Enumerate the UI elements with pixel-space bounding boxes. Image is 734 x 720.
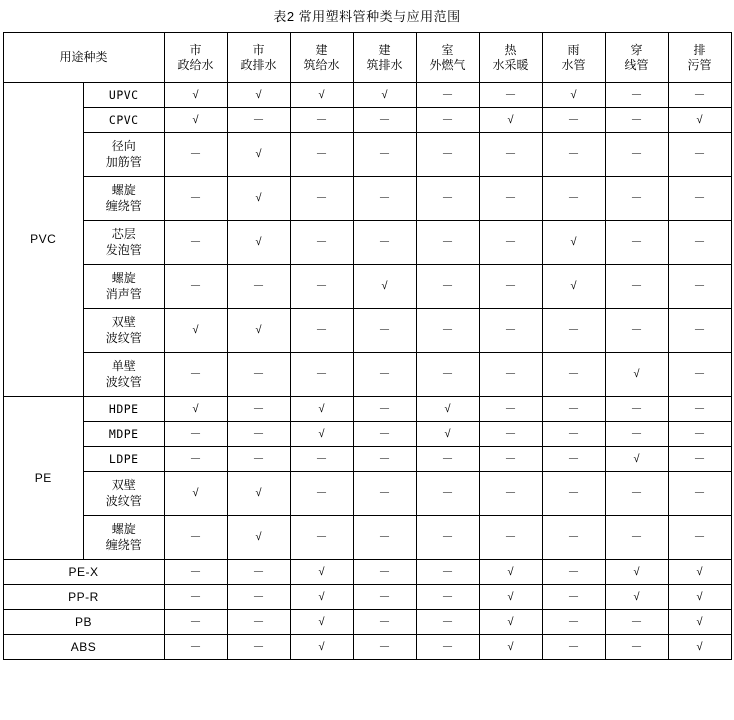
- row-label: PE-X: [3, 560, 164, 585]
- cell-mark: √: [164, 309, 227, 353]
- cell-mark: －: [605, 635, 668, 660]
- cell-mark: －: [290, 221, 353, 265]
- row-label: [84, 422, 165, 447]
- cell-mark: √: [227, 221, 290, 265]
- cell-mark: －: [416, 177, 479, 221]
- cell-mark: √: [416, 422, 479, 447]
- column-header-line1: 穿: [630, 42, 643, 57]
- cell-mark: －: [164, 610, 227, 635]
- row-label-line1: LDPE: [108, 451, 139, 466]
- cell-mark: √: [479, 610, 542, 635]
- cell-mark: －: [605, 472, 668, 516]
- cell-mark: －: [164, 635, 227, 660]
- cell-mark: －: [416, 221, 479, 265]
- cell-mark: √: [290, 83, 353, 108]
- row-label-line1: MDPE: [108, 426, 139, 441]
- row-label-line1: 径向: [111, 138, 136, 153]
- cell-mark: －: [416, 560, 479, 585]
- row-label-line1: CPVC: [108, 112, 139, 127]
- cell-mark: －: [605, 516, 668, 560]
- row-label-line2: 消声管: [105, 286, 142, 301]
- table-row: [3, 516, 731, 560]
- cell-mark: －: [542, 353, 605, 397]
- row-label: [84, 472, 165, 516]
- cell-mark: －: [668, 422, 731, 447]
- cell-mark: －: [164, 221, 227, 265]
- cell-mark: －: [668, 309, 731, 353]
- cell-mark: －: [605, 309, 668, 353]
- row-label-line2: 发泡管: [105, 242, 142, 257]
- table-row: [3, 397, 731, 422]
- column-header-line1: 建: [315, 42, 328, 57]
- cell-mark: √: [290, 635, 353, 660]
- row-label: [84, 108, 165, 133]
- cell-mark: －: [353, 133, 416, 177]
- cell-mark: －: [605, 422, 668, 447]
- row-label: PP-R: [3, 585, 164, 610]
- cell-mark: －: [605, 133, 668, 177]
- cell-mark: －: [353, 610, 416, 635]
- row-label-line2: 缠绕管: [105, 537, 142, 552]
- row-label: [84, 447, 165, 472]
- cell-mark: －: [605, 610, 668, 635]
- table-row: [3, 447, 731, 472]
- column-header-cell: [290, 33, 353, 83]
- cell-mark: －: [353, 447, 416, 472]
- cell-mark: －: [416, 353, 479, 397]
- column-header-cell: [542, 33, 605, 83]
- table-header-row: [3, 33, 731, 83]
- cell-mark: －: [353, 397, 416, 422]
- cell-mark: －: [290, 309, 353, 353]
- row-label-line1: 螺旋: [111, 521, 136, 536]
- table-row: [3, 265, 731, 309]
- cell-mark: －: [542, 447, 605, 472]
- cell-mark: √: [227, 472, 290, 516]
- table-row: [3, 472, 731, 516]
- column-header-line2: 政给水: [177, 57, 214, 72]
- cell-mark: －: [353, 309, 416, 353]
- cell-mark: －: [353, 472, 416, 516]
- row-label-line2: 波纹管: [105, 374, 142, 389]
- cell-mark: －: [164, 353, 227, 397]
- cell-mark: －: [479, 221, 542, 265]
- cell-mark: －: [416, 108, 479, 133]
- row-label-line1: 双壁: [111, 477, 136, 492]
- cell-mark: －: [353, 353, 416, 397]
- cell-mark: －: [353, 108, 416, 133]
- cell-mark: √: [290, 397, 353, 422]
- column-header-line2: 筑排水: [366, 57, 403, 72]
- cell-mark: √: [164, 108, 227, 133]
- row-label-line1: 双壁: [111, 314, 136, 329]
- cell-mark: －: [416, 516, 479, 560]
- cell-mark: √: [668, 610, 731, 635]
- row-label-line1: 芯层: [111, 226, 136, 241]
- group-label-pe: PE: [3, 397, 84, 560]
- cell-mark: √: [542, 265, 605, 309]
- table-row: [3, 221, 731, 265]
- plastic-pipe-table: [3, 32, 732, 660]
- table-row: [3, 309, 731, 353]
- row-label-line2: 波纹管: [105, 330, 142, 345]
- column-header-cell: [605, 33, 668, 83]
- row-label-line1: 螺旋: [111, 182, 136, 197]
- cell-mark: －: [290, 447, 353, 472]
- cell-mark: －: [416, 133, 479, 177]
- cell-mark: √: [290, 560, 353, 585]
- cell-mark: －: [164, 422, 227, 447]
- cell-mark: √: [227, 309, 290, 353]
- row-label-line1: UPVC: [108, 87, 139, 102]
- cell-mark: －: [416, 447, 479, 472]
- cell-mark: －: [479, 133, 542, 177]
- cell-mark: －: [605, 221, 668, 265]
- row-label: [84, 353, 165, 397]
- row-label-line2: 波纹管: [105, 493, 142, 508]
- table-row: [3, 610, 731, 635]
- cell-mark: √: [479, 108, 542, 133]
- column-header-line2: 线管: [624, 57, 649, 72]
- cell-mark: －: [290, 265, 353, 309]
- row-label: [84, 265, 165, 309]
- cell-mark: －: [416, 635, 479, 660]
- cell-mark: －: [479, 516, 542, 560]
- cell-mark: －: [479, 397, 542, 422]
- row-label: [84, 516, 165, 560]
- cell-mark: －: [542, 516, 605, 560]
- cell-mark: －: [479, 265, 542, 309]
- column-header-cell: [416, 33, 479, 83]
- cell-mark: －: [227, 422, 290, 447]
- column-header-line2: 水管: [561, 57, 586, 72]
- cell-mark: －: [605, 177, 668, 221]
- cell-mark: √: [605, 447, 668, 472]
- cell-mark: －: [227, 447, 290, 472]
- column-header-line1: 雨: [567, 42, 580, 57]
- cell-mark: －: [353, 422, 416, 447]
- cell-mark: √: [290, 422, 353, 447]
- cell-mark: －: [164, 516, 227, 560]
- cell-mark: －: [668, 177, 731, 221]
- cell-mark: √: [542, 221, 605, 265]
- cell-mark: －: [164, 177, 227, 221]
- row-label: [84, 133, 165, 177]
- cell-mark: －: [227, 353, 290, 397]
- cell-mark: －: [668, 397, 731, 422]
- column-header-cell: [479, 33, 542, 83]
- cell-mark: √: [479, 585, 542, 610]
- cell-mark: －: [227, 585, 290, 610]
- cell-mark: √: [416, 397, 479, 422]
- cell-mark: －: [479, 177, 542, 221]
- table-row: [3, 560, 731, 585]
- cell-mark: －: [479, 472, 542, 516]
- cell-mark: －: [605, 108, 668, 133]
- cell-mark: －: [479, 422, 542, 447]
- row-label: PB: [3, 610, 164, 635]
- cell-mark: √: [479, 560, 542, 585]
- cell-mark: －: [353, 585, 416, 610]
- cell-mark: －: [542, 635, 605, 660]
- table-row: [3, 635, 731, 660]
- row-label: ABS: [3, 635, 164, 660]
- cell-mark: －: [542, 177, 605, 221]
- cell-mark: √: [227, 133, 290, 177]
- cell-mark: √: [668, 560, 731, 585]
- header-category-label: 用途种类: [3, 33, 164, 83]
- row-label-line2: 加筋管: [105, 154, 142, 169]
- cell-mark: －: [479, 353, 542, 397]
- row-label: [84, 309, 165, 353]
- column-header-cell: [668, 33, 731, 83]
- column-header-cell: [164, 33, 227, 83]
- cell-mark: √: [227, 177, 290, 221]
- row-label-line2: 缠绕管: [105, 198, 142, 213]
- cell-mark: －: [605, 265, 668, 309]
- cell-mark: －: [542, 422, 605, 447]
- table-row: [3, 177, 731, 221]
- group-label-pvc: PVC: [3, 83, 84, 397]
- row-label-line1: HDPE: [108, 401, 139, 416]
- row-label: [84, 221, 165, 265]
- cell-mark: √: [605, 353, 668, 397]
- cell-mark: －: [668, 265, 731, 309]
- cell-mark: －: [227, 397, 290, 422]
- cell-mark: －: [227, 108, 290, 133]
- cell-mark: －: [479, 447, 542, 472]
- table-row: [3, 83, 731, 108]
- cell-mark: －: [668, 516, 731, 560]
- cell-mark: －: [668, 133, 731, 177]
- table-caption: 表2 常用塑料管种类与应用范围: [273, 9, 461, 24]
- cell-mark: －: [605, 83, 668, 108]
- cell-mark: －: [605, 397, 668, 422]
- cell-mark: －: [290, 353, 353, 397]
- cell-mark: －: [668, 221, 731, 265]
- column-header-cell: [227, 33, 290, 83]
- cell-mark: －: [416, 309, 479, 353]
- table-row: [3, 585, 731, 610]
- cell-mark: －: [164, 585, 227, 610]
- cell-mark: －: [542, 309, 605, 353]
- cell-mark: －: [353, 516, 416, 560]
- cell-mark: －: [227, 265, 290, 309]
- cell-mark: －: [542, 610, 605, 635]
- cell-mark: －: [668, 447, 731, 472]
- column-header-line2: 水采暖: [492, 57, 529, 72]
- column-header-line2: 政排水: [240, 57, 277, 72]
- cell-mark: －: [164, 447, 227, 472]
- cell-mark: －: [353, 635, 416, 660]
- cell-mark: －: [290, 177, 353, 221]
- cell-mark: －: [227, 560, 290, 585]
- cell-mark: －: [353, 560, 416, 585]
- column-header-line1: 热: [504, 42, 517, 57]
- cell-mark: －: [668, 83, 731, 108]
- cell-mark: √: [290, 610, 353, 635]
- cell-mark: √: [605, 585, 668, 610]
- cell-mark: √: [668, 108, 731, 133]
- column-header-cell: [353, 33, 416, 83]
- table-row: [3, 422, 731, 447]
- cell-mark: －: [542, 472, 605, 516]
- cell-mark: －: [227, 635, 290, 660]
- cell-mark: －: [479, 309, 542, 353]
- column-header-line2: 外燃气: [429, 57, 466, 72]
- cell-mark: －: [542, 108, 605, 133]
- table-row: [3, 133, 731, 177]
- cell-mark: √: [227, 83, 290, 108]
- cell-mark: －: [416, 585, 479, 610]
- row-label: [84, 177, 165, 221]
- row-label-line1: 螺旋: [111, 270, 136, 285]
- table-body: [3, 33, 731, 660]
- cell-mark: －: [668, 472, 731, 516]
- cell-mark: －: [479, 83, 542, 108]
- cell-mark: √: [353, 83, 416, 108]
- column-header-line1: 建: [378, 42, 391, 57]
- column-header-line1: 市: [252, 42, 265, 57]
- cell-mark: －: [227, 610, 290, 635]
- cell-mark: √: [164, 472, 227, 516]
- cell-mark: －: [668, 353, 731, 397]
- table-row: [3, 353, 731, 397]
- cell-mark: －: [416, 265, 479, 309]
- cell-mark: √: [605, 560, 668, 585]
- column-header-line2: 筑给水: [303, 57, 340, 72]
- cell-mark: √: [542, 83, 605, 108]
- cell-mark: －: [353, 177, 416, 221]
- cell-mark: －: [290, 516, 353, 560]
- column-header-line2: 污管: [687, 57, 712, 72]
- cell-mark: －: [416, 472, 479, 516]
- cell-mark: √: [479, 635, 542, 660]
- cell-mark: －: [290, 108, 353, 133]
- column-header-line1: 排: [693, 42, 706, 57]
- cell-mark: －: [164, 560, 227, 585]
- cell-mark: －: [542, 560, 605, 585]
- cell-mark: √: [668, 585, 731, 610]
- cell-mark: －: [416, 610, 479, 635]
- cell-mark: √: [164, 397, 227, 422]
- cell-mark: －: [542, 397, 605, 422]
- column-header-line1: 市: [189, 42, 202, 57]
- cell-mark: √: [164, 83, 227, 108]
- table-row: [3, 108, 731, 133]
- cell-mark: √: [290, 585, 353, 610]
- row-label: [84, 397, 165, 422]
- cell-mark: √: [353, 265, 416, 309]
- cell-mark: √: [668, 635, 731, 660]
- column-header-line1: 室: [441, 42, 454, 57]
- cell-mark: －: [353, 221, 416, 265]
- cell-mark: －: [542, 585, 605, 610]
- cell-mark: －: [164, 265, 227, 309]
- cell-mark: －: [290, 472, 353, 516]
- row-label-line1: 单壁: [111, 358, 136, 373]
- row-label: [84, 83, 165, 108]
- cell-mark: －: [290, 133, 353, 177]
- cell-mark: －: [164, 133, 227, 177]
- cell-mark: √: [227, 516, 290, 560]
- cell-mark: －: [416, 83, 479, 108]
- cell-mark: －: [542, 133, 605, 177]
